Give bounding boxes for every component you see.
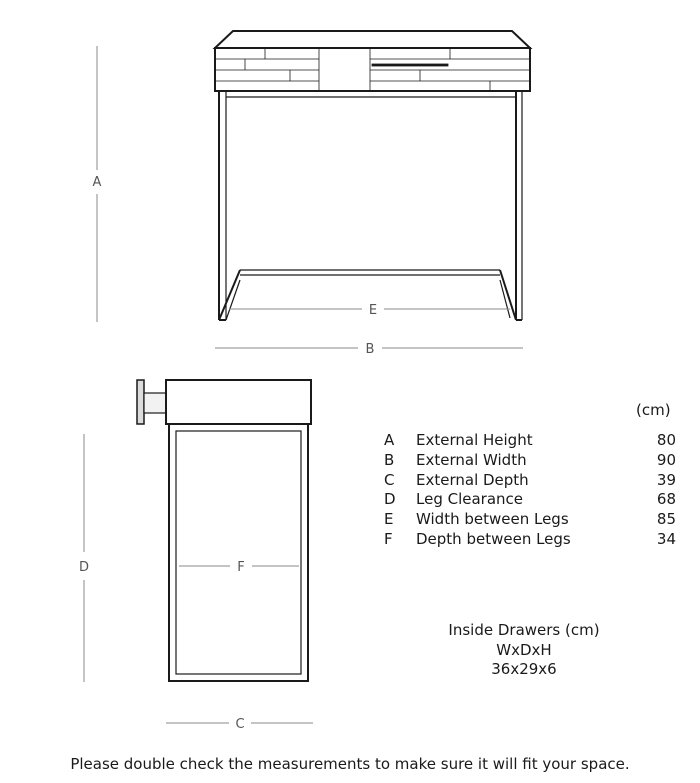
desk-drawer-panel: [215, 48, 530, 91]
measurement-row: [384, 431, 676, 451]
desk-frame: [219, 91, 522, 320]
measurement-value: 85: [656, 510, 676, 529]
side-frame-outer: [169, 424, 308, 681]
measurement-code: E: [384, 510, 394, 529]
measurement-label: Leg Clearance: [416, 490, 524, 509]
measurement-table: [384, 431, 676, 550]
measurement-code: C: [384, 470, 395, 489]
drawers-title: Inside Drawers (cm): [448, 621, 600, 639]
measurement-row: [384, 451, 676, 471]
measurement-value: 90: [656, 450, 676, 469]
side-frame-inner: [176, 431, 301, 674]
dim-c-label: C: [235, 717, 245, 732]
measurement-code: F: [384, 529, 393, 548]
footer-note: Please double check the measurements to make sure it will fit your space.: [70, 755, 630, 773]
measurement-code: B: [384, 450, 395, 469]
desk-top-bevel: [215, 31, 530, 48]
inside-drawers-info: [424, 621, 624, 680]
dim-e-label: E: [368, 303, 378, 318]
drawers-format: WxDxH: [496, 640, 552, 659]
measurement-label: Depth between Legs: [416, 529, 571, 548]
measurement-row: [384, 471, 676, 491]
front-view: [93, 31, 530, 357]
measurement-value: 80: [656, 431, 676, 449]
dim-f-label: F: [237, 560, 245, 575]
drawers-dimensions: 36x29x6: [491, 660, 557, 678]
measurement-value: 34: [656, 529, 676, 548]
measurement-label: Width between Legs: [416, 510, 569, 529]
drawer-handle: [137, 380, 144, 424]
measurement-code: D: [384, 490, 396, 509]
dim-a-label: A: [92, 175, 102, 190]
measurement-value: 39: [656, 470, 676, 489]
dim-b-label: B: [365, 342, 375, 357]
measurement-code: A: [384, 431, 395, 449]
side-top-box: [166, 380, 311, 424]
dim-d-label: D: [78, 560, 90, 575]
handle-bar: [144, 393, 166, 413]
measurement-row: [384, 510, 676, 530]
measurement-label: External Height: [416, 431, 533, 449]
measurement-row: [384, 530, 676, 550]
measurement-label: External Depth: [416, 470, 529, 489]
side-view: [79, 380, 313, 732]
measurement-row: [384, 490, 676, 510]
measurement-label: External Width: [416, 450, 527, 469]
measurement-value: 68: [656, 490, 676, 509]
unit-header: (cm): [636, 401, 671, 419]
